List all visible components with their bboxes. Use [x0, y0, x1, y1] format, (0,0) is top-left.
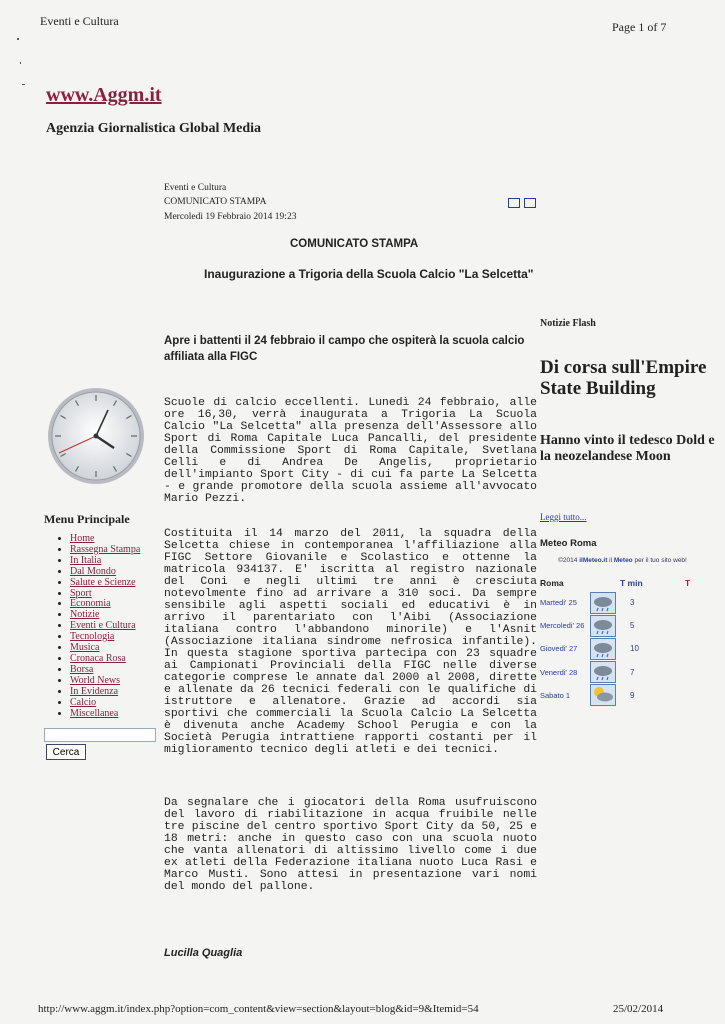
meteo-day: Venerdi' 28 [540, 668, 578, 677]
sun-cloud-icon [590, 684, 616, 706]
article-subhead: Apre i battenti il 24 febbraio il campo che ospiterà la scuola calcio affiliata alla FIGC [164, 335, 525, 363]
menu-item-in-italia[interactable]: • In Italia [70, 556, 140, 567]
meteo-tmin: 3 [630, 598, 635, 607]
footer-date: 25/02/2014 [613, 1003, 664, 1015]
site-name: Agenzia Giornalistica Global Media [46, 121, 262, 136]
rain-cloud-icon [590, 638, 616, 660]
menu-item-home[interactable]: • Home [70, 534, 140, 545]
menu-item-notizie[interactable]: • Notizie [70, 610, 140, 621]
flash-news-title: Notizie Flash [540, 318, 596, 329]
article-date: Mercoledì 19 Febbraio 2014 19:23 [164, 212, 297, 222]
menu-item-musica[interactable]: • Musica [70, 643, 140, 654]
site-link[interactable]: www.Aggm.it [46, 84, 162, 106]
read-more-link[interactable]: Leggi tutto... [540, 512, 587, 522]
meteo-day: Sabato 1 [540, 691, 571, 700]
meteo-credit[interactable]: ©2014 ilMeteo.it il Meteo per il tuo sito web! [558, 557, 687, 564]
menu-item-salute-scienze[interactable]: • Salute e Scienze [70, 578, 140, 589]
rain-cloud-icon [590, 592, 616, 614]
menu-item-economia[interactable]: • Economia [70, 599, 140, 610]
menu-item-tecnologia[interactable]: • Tecnologia [70, 632, 140, 643]
print-icon[interactable] [508, 198, 520, 208]
print-email-icons[interactable] [508, 195, 542, 205]
article-headline: Inaugurazione a Trigoria della Scuola Calcio "La Selcetta" [204, 267, 534, 281]
article-title: COMUNICATO STAMPA [290, 238, 419, 250]
page-indicator: Page 1 of 7 [612, 20, 667, 34]
search-input[interactable] [44, 728, 156, 742]
search-button[interactable]: Cerca [46, 744, 86, 760]
menu-item-cronaca-rosa[interactable]: • Cronaca Rosa [70, 654, 140, 665]
article-paragraph-2: Costituita il 14 marzo del 2011, la squadra della Selcetta chiese in contemporanea l'affiliazione alla FIGC Settore Giovanile e Scolastico e ottenne la matricola 934137. E' iscritta al registro nazionale del Coni e negli ultimi tre anni è cresciuta notevolmente fino ad arrivare a 310 soci. Da sempre sensibile agli aspetti sociali ed educativi è in arrivo il parentariato con l'Aibi (Associazione italiana contro l'abbandono minorile) e l'Asnit (Associazione italiana sindrome nefrosica infantile). In questa stagione sportiva partecipa con 23 squadre ai Campionati Provinciali della FIGC nelle diverse categorie comprese le annate dal 2000 al 2008, dirette e allenate da 26 tecnici federali con le qualifiche di istruttore e allenatore. Grazie ad accordi sia sportivi che commerciali la Scuola Calcio La Selcetta è divenuta anche Academy School Perugia e con la Società Perugia intrattiene rapporti costanti per il miglioramento tecnico degli atleti e dei tecnici. [164, 528, 537, 756]
menu-item-miscellanea[interactable]: • Miscellanea [70, 709, 140, 720]
meteo-tmin: 7 [630, 668, 635, 677]
clock-icon [46, 386, 146, 486]
footer-url: http://www.aggm.it/index.php?option=com_content&view=section&layout=blog&id=9&Itemid=54 [38, 1003, 479, 1015]
flash-news-subheadline: Hanno vinto il tedesco Dold e la neozelandese Moon [540, 433, 715, 464]
meteo-tmin-header: T min [620, 578, 643, 588]
rain-cloud-icon [590, 615, 616, 637]
flash-news-headline: Di corsa sull'Empire State Building [540, 357, 707, 399]
meteo-tmax-header: T [685, 578, 691, 588]
rain-cloud-icon [590, 661, 616, 683]
meteo-title: Meteo Roma [540, 538, 597, 549]
menu-item-world-news[interactable]: • World News [70, 676, 140, 687]
meteo-tmin: 10 [630, 644, 639, 653]
menu-item-borsa[interactable]: • Borsa [70, 665, 140, 676]
menu-title: Menu Principale [44, 512, 130, 526]
article-paragraph-1: Scuole di calcio eccellenti. Lunedì 24 febbraio, alle ore 16,30, verrà inaugurata a Trigoria La Scuola Calcio "La Selcetta" alla presenza dell'Assessore allo Sport di Roma Capitale Luca Pancalli, del presidente della Commissione Sport di Roma Capitale, Svetlana Celli e di Andrea De Angelis, proprietario dell'impianto Sport City - di cui fa parte La Selcetta - e grande promotore della scuola assieme all'avvocato Mario Pezzi. [164, 397, 537, 505]
main-menu [62, 534, 140, 719]
article-category: Eventi e Cultura [164, 183, 227, 193]
meteo-tmin: 9 [630, 691, 635, 700]
meteo-day: Martedi' 25 [540, 598, 577, 607]
menu-item-in-evidenza[interactable]: • In Evidenza [70, 687, 140, 698]
email-icon[interactable] [524, 198, 536, 208]
header-section: Eventi e Cultura [40, 14, 119, 28]
article-author: Lucilla Quaglia [164, 947, 243, 959]
meteo-city: Roma [540, 578, 564, 588]
menu-item-eventi-cultura[interactable]: • Eventi e Cultura [70, 621, 140, 632]
article-type: COMUNICATO STAMPA [164, 197, 267, 207]
meteo-day: Giovedi' 27 [540, 644, 578, 653]
article-paragraph-3: Da segnalare che i giocatori della Roma usufruiscono del lavoro di riabilitazione in acqua fruibile nelle tre piscine del centro sportivo Sport City da 50, 25 e 18 metri: anche in questo caso con una scuola nuoto che vanta allenatori di altissimo livello come i due ex atleti della Federazione italiana nuoto Luca Rasi e Marco Musti. Sono attesi in presentazione vari nomi del mondo del pallone. [164, 797, 537, 893]
menu-item-rassegna-stampa[interactable]: • Rassegna Stampa [70, 545, 140, 556]
menu-item-sport[interactable]: • Sport [70, 589, 140, 600]
menu-item-dal-mondo[interactable]: • Dal Mondo [70, 567, 140, 578]
meteo-day: Mercoledi' 26 [540, 621, 585, 630]
menu-item-calcio[interactable]: • Calcio [70, 698, 140, 709]
meteo-tmin: 5 [630, 621, 635, 630]
